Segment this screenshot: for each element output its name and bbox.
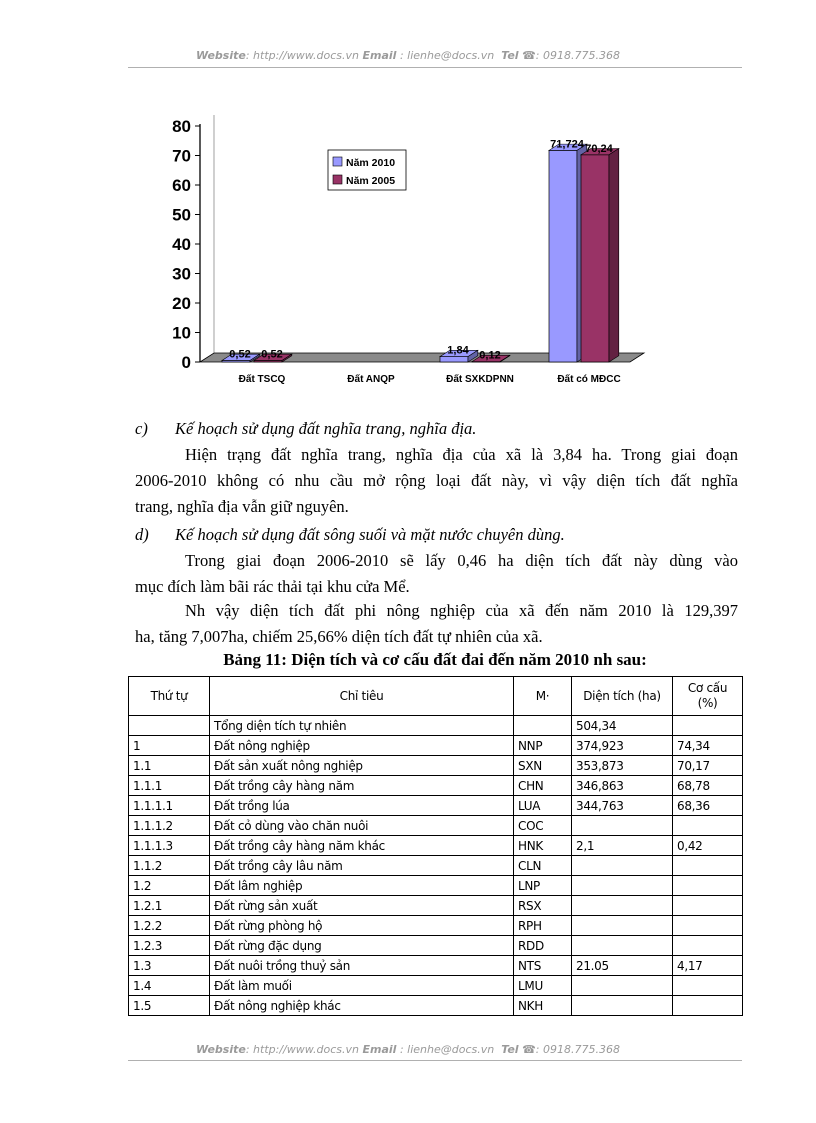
phone-icon: ☎ xyxy=(522,49,536,62)
email-value: : lienhe@docs.vn xyxy=(396,49,495,62)
bar-side xyxy=(609,148,619,362)
website-url: : http://www.docs.vn xyxy=(245,49,360,62)
cell-code: NTS xyxy=(514,956,572,976)
table-row xyxy=(129,996,743,1016)
cell-indicator: Đất nông nghiệp xyxy=(210,736,514,756)
email-label: Email xyxy=(362,1043,397,1056)
bar xyxy=(581,155,609,362)
cell-code: RDD xyxy=(514,936,572,956)
cell-indicator: Đất rừng sản xuất xyxy=(210,896,514,916)
cell-order: 1.1 xyxy=(129,756,210,776)
section-c-heading xyxy=(135,416,738,442)
cell-structure: 70,17 xyxy=(673,756,743,776)
page-header xyxy=(0,49,816,62)
cell-order xyxy=(129,716,210,736)
table-row xyxy=(129,876,743,896)
land-use-table xyxy=(128,676,743,1016)
cell-code: LMU xyxy=(514,976,572,996)
data-label: 0,52 xyxy=(229,348,251,361)
legend-label: Năm 2005 xyxy=(346,175,396,187)
bar xyxy=(549,150,577,362)
section-c-title: Kế hoạch sử dụng đất nghĩa trang, nghĩa địa. xyxy=(175,419,477,438)
table-header-row xyxy=(129,677,743,716)
cell-structure: 4,17 xyxy=(673,956,743,976)
data-label: 70,24 xyxy=(585,142,613,155)
table-row xyxy=(129,796,743,816)
tel-value: : 0918.775.368 xyxy=(535,1043,620,1056)
cell-order: 1.5 xyxy=(129,996,210,1016)
cell-structure xyxy=(673,976,743,996)
header-divider xyxy=(128,67,742,68)
section-c-label: c) xyxy=(135,419,148,438)
cell-structure: 68,36 xyxy=(673,796,743,816)
table-row xyxy=(129,756,743,776)
cell-area xyxy=(572,976,673,996)
y-tick-label: 40 xyxy=(172,235,191,254)
cell-code: SXN xyxy=(514,756,572,776)
summary-line: Nh vậy diện tích đất phi nông nghiệp của xã đến năm 2010 là 129,397 xyxy=(185,601,738,620)
section-d-line: mục đích làm bãi rác thải tại khu cửa Mể. xyxy=(135,577,410,596)
cell-indicator: Đất nông nghiệp khác xyxy=(210,996,514,1016)
legend-swatch xyxy=(333,157,342,166)
y-tick-label: 30 xyxy=(172,264,191,284)
cell-order: 1.1.1.2 xyxy=(129,816,210,836)
cell-indicator: Đất trồng lúa xyxy=(210,796,514,816)
cell-structure xyxy=(673,916,743,936)
bar-chart xyxy=(160,112,660,402)
table-row xyxy=(129,776,743,796)
legend-swatch xyxy=(333,175,342,184)
cell-structure xyxy=(673,876,743,896)
cell-structure xyxy=(673,896,743,916)
cell-structure: 68,78 xyxy=(673,776,743,796)
cell-code: CHN xyxy=(514,776,572,796)
section-c-body xyxy=(135,442,738,520)
y-tick-label: 70 xyxy=(172,146,191,166)
table-title: Bảng 11: Diện tích và cơ cấu đất đai đến năm 2010 nh sau: xyxy=(223,650,647,669)
cell-area: 353,873 xyxy=(572,756,673,776)
x-tick-label: Đất TSCQ xyxy=(238,374,286,385)
table-row xyxy=(129,976,743,996)
cell-structure xyxy=(673,856,743,876)
data-label: 1,84 xyxy=(447,344,469,357)
section-d-title: Kế hoạch sử dụng đất sông suối và mặt nước chuyên dùng. xyxy=(175,525,565,544)
section-d-line: Trong giai đoạn 2006-2010 sẽ lấy 0,46 ha diện tích đất này dùng vào xyxy=(185,551,738,570)
header-indicator: Chỉ tiêu xyxy=(210,677,514,716)
cell-area xyxy=(572,876,673,896)
page-footer xyxy=(0,1043,816,1056)
cell-structure: 0,42 xyxy=(673,836,743,856)
summary-paragraph xyxy=(135,598,738,650)
y-tick-label: 20 xyxy=(172,294,191,313)
y-tick-label: 0 xyxy=(181,353,191,372)
x-tick-label: Đất ANQP xyxy=(347,374,395,385)
cell-indicator: Đất trồng cây lâu năm xyxy=(210,856,514,876)
section-d-label: d) xyxy=(135,525,149,544)
cell-code: NNP xyxy=(514,736,572,756)
cell-area: 374,923 xyxy=(572,736,673,756)
cell-indicator: Đất rừng phòng hộ xyxy=(210,916,514,936)
cell-area: 2,1 xyxy=(572,836,673,856)
cell-order: 1.2 xyxy=(129,876,210,896)
header-area: Diện tích (ha) xyxy=(572,677,673,716)
cell-indicator: Đất nuôi trồng thuỷ sản xyxy=(210,956,514,976)
website-url: : http://www.docs.vn xyxy=(245,1043,360,1056)
table-row xyxy=(129,956,743,976)
y-tick-label: 60 xyxy=(172,176,191,195)
cell-code: RPH xyxy=(514,916,572,936)
bar xyxy=(440,357,468,362)
cell-order: 1.1.1 xyxy=(129,776,210,796)
cell-indicator: Đất trồng cây hàng năm khác xyxy=(210,836,514,856)
cell-structure: 74,34 xyxy=(673,736,743,756)
tel-label: Tel xyxy=(501,49,519,62)
cell-structure xyxy=(673,936,743,956)
data-label: 71,724 xyxy=(550,138,584,151)
cell-area xyxy=(572,996,673,1016)
cell-indicator: Đất làm muối xyxy=(210,976,514,996)
cell-order: 1.2.3 xyxy=(129,936,210,956)
data-label: 0,12 xyxy=(479,349,501,362)
cell-order: 1.4 xyxy=(129,976,210,996)
cell-code: COC xyxy=(514,816,572,836)
data-label: 0,52 xyxy=(261,348,283,361)
cell-area: 504,34 xyxy=(572,716,673,736)
y-tick-label: 80 xyxy=(172,117,191,136)
table-row xyxy=(129,896,743,916)
cell-area xyxy=(572,896,673,916)
table-row xyxy=(129,836,743,856)
cell-order: 1.3 xyxy=(129,956,210,976)
y-tick-label: 50 xyxy=(172,205,191,225)
email-label: Email xyxy=(362,49,397,62)
cell-indicator: Đất rừng đặc dụng xyxy=(210,936,514,956)
cell-area: 21.05 xyxy=(572,956,673,976)
section-c-line: 2006-2010 không có nhu cầu mở rộng loại đất này, vì vậy diện tích đất nghĩa xyxy=(135,471,738,490)
website-label: Website xyxy=(196,1043,246,1056)
x-tick-label: Đất có MĐCC xyxy=(557,374,621,385)
y-tick-label: 10 xyxy=(172,323,191,343)
cell-structure xyxy=(673,996,743,1016)
cell-area xyxy=(572,936,673,956)
cell-indicator: Đất cỏ dùng vào chăn nuôi xyxy=(210,816,514,836)
cell-area xyxy=(572,916,673,936)
cell-code: RSX xyxy=(514,896,572,916)
section-c-line: Hiện trạng đất nghĩa trang, nghĩa địa của xã là 3,84 ha. Trong giai đoạn xyxy=(185,445,738,464)
cell-order: 1.1.1.1 xyxy=(129,796,210,816)
footer-divider xyxy=(128,1060,742,1061)
table-row xyxy=(129,736,743,756)
cell-code xyxy=(514,716,572,736)
tel-value: : 0918.775.368 xyxy=(535,49,620,62)
phone-icon: ☎ xyxy=(522,1043,536,1056)
header-order: Thứ tự xyxy=(129,677,210,716)
cell-area xyxy=(572,856,673,876)
cell-structure xyxy=(673,816,743,836)
header-code: M· xyxy=(514,677,572,716)
section-c-line: trang, nghĩa địa vẫn giữ nguyên. xyxy=(135,497,349,516)
cell-indicator: Đất lâm nghiệp xyxy=(210,876,514,896)
cell-order: 1.1.1.3 xyxy=(129,836,210,856)
cell-code: HNK xyxy=(514,836,572,856)
x-tick-label: Đất SXKDPNN xyxy=(446,374,514,385)
header-structure: Cơ cấu (%) xyxy=(673,677,743,716)
tel-label: Tel xyxy=(501,1043,519,1056)
table-row xyxy=(129,816,743,836)
cell-indicator: Tổng diện tích tự nhiên xyxy=(210,716,514,736)
cell-code: LUA xyxy=(514,796,572,816)
section-d-body xyxy=(135,548,738,600)
cell-indicator: Đất sản xuất nông nghiệp xyxy=(210,756,514,776)
cell-area xyxy=(572,816,673,836)
summary-line: ha, tăng 7,007ha, chiếm 25,66% diện tích đất tự nhiên của xã. xyxy=(135,627,543,646)
cell-area: 346,863 xyxy=(572,776,673,796)
cell-order: 1.2.2 xyxy=(129,916,210,936)
table-row xyxy=(129,856,743,876)
cell-order: 1 xyxy=(129,736,210,756)
section-d-heading xyxy=(135,522,738,548)
cell-code: CLN xyxy=(514,856,572,876)
cell-area: 344,763 xyxy=(572,796,673,816)
cell-code: LNP xyxy=(514,876,572,896)
table-row xyxy=(129,936,743,956)
cell-structure xyxy=(673,716,743,736)
cell-code: NKH xyxy=(514,996,572,1016)
table-row xyxy=(129,716,743,736)
legend-label: Năm 2010 xyxy=(346,157,396,169)
cell-order: 1.1.2 xyxy=(129,856,210,876)
cell-order: 1.2.1 xyxy=(129,896,210,916)
cell-indicator: Đất trồng cây hàng năm xyxy=(210,776,514,796)
table-row xyxy=(129,916,743,936)
website-label: Website xyxy=(196,49,246,62)
email-value: : lienhe@docs.vn xyxy=(396,1043,495,1056)
